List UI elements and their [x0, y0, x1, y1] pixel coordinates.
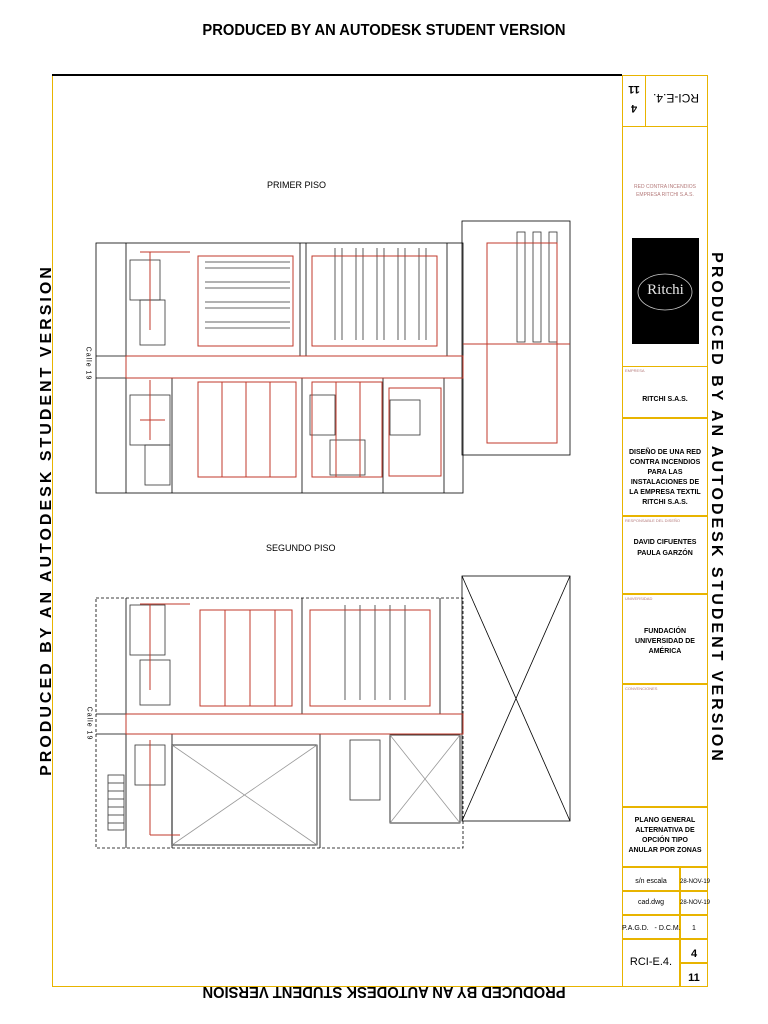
watermark-bottom: PRODUCED BY AN AUTODESK STUDENT VERSION	[202, 983, 566, 1000]
tb-project-title: DISEÑO DE UNA RED CONTRA INCENDIOS PARA LAS INSTALACIONES DE LA EMPRESA TEXTIL RITCHI S.A.S.	[628, 449, 702, 506]
tb-file: cad.dwg	[637, 899, 665, 906]
logo-text: Ritchi	[647, 282, 684, 298]
tb-company-caption: EMPRESA	[625, 368, 645, 373]
tb-designer-2: PAULA GARZÓN	[637, 550, 693, 557]
first-floor-annex	[462, 221, 570, 455]
tb-university-caption: UNIVERSIDAD	[625, 596, 653, 601]
tb-rotated-total: 11	[628, 83, 640, 95]
tb-code: RCI-E.4.	[629, 956, 673, 968]
tb-plan-description: PLANO GENERAL ALTERNATIVA DE OPCIÓN TIPO ANULAR POR ZONAS	[628, 817, 702, 854]
tb-date-1: 28-NOV-19	[680, 879, 711, 885]
tb-responsible-caption: RESPONSABLE DEL DISEÑO	[625, 518, 680, 523]
plan-first-floor-title: PRIMER PISO	[267, 180, 327, 190]
tb-project-header: RED CONTRA INCENDIOS EMPRESA RITCHI S.A.S.	[634, 184, 696, 198]
plan-second-floor-title: SEGUNDO PISO	[266, 543, 336, 553]
watermark-top: PRODUCED BY AN AUTODESK STUDENT VERSION	[202, 22, 566, 39]
tb-scale: s/n escala	[635, 878, 667, 885]
watermark-right: PRODUCED BY AN AUTODESK STUDENT VERSION	[708, 252, 725, 764]
second-floor-outline	[96, 598, 463, 848]
tb-company: RITCHI S.A.S.	[642, 396, 688, 403]
tb-rotated-sheet: 4	[630, 102, 638, 114]
tb-total-sheets: 11	[688, 972, 700, 984]
tb-revision: 1	[692, 925, 696, 932]
first-floor-outline	[96, 243, 463, 493]
tb-notes-caption: CONVENCIONES	[625, 686, 658, 691]
tb-sheet: 4	[690, 948, 698, 960]
tb-rotated-code: RCI-E.4.	[653, 91, 700, 105]
street-label-first: Calle 19	[84, 346, 92, 381]
street-label-second: Calle 19	[85, 706, 93, 741]
tb-designer-1: DAVID CIFUENTES	[633, 539, 697, 546]
tb-reviewer: P.A.G.D. - D.C.M.	[622, 925, 681, 932]
watermark-left: PRODUCED BY AN AUTODESK STUDENT VERSION	[38, 264, 55, 776]
tb-date-2: 28-NOV-19	[680, 900, 711, 906]
tb-university: FUNDACIÓN UNIVERSIDAD DE AMÉRICA	[635, 628, 695, 655]
